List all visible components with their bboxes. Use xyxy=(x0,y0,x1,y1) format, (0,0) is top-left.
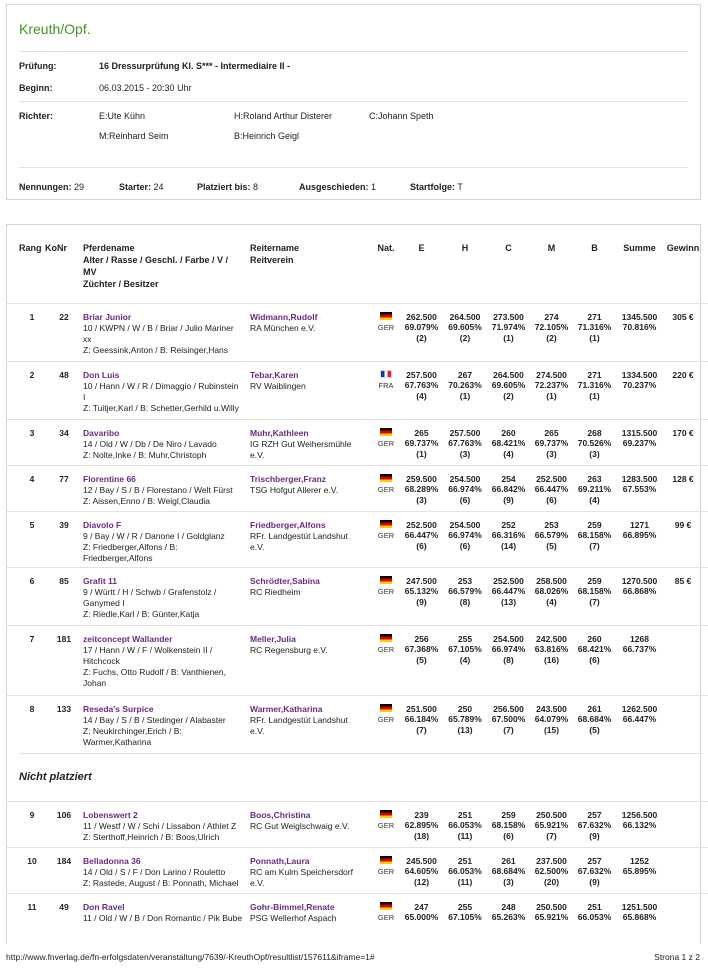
horse-details: 9 / Bay / W / R / Danone I / Goldglanz xyxy=(83,530,225,541)
table-row xyxy=(7,625,708,695)
table-row xyxy=(7,303,708,361)
horse-cell xyxy=(83,847,250,893)
col-b: B xyxy=(591,243,598,253)
score-b: 261 68.684% (5) xyxy=(573,695,616,753)
flag-icon xyxy=(380,370,392,378)
score-m: 265 69.737% (3) xyxy=(530,419,573,465)
horse-name[interactable]: Davaribo xyxy=(83,427,120,438)
total-score: 1268 66.737% xyxy=(616,625,663,695)
score-e: 259.500 68.289% (3) xyxy=(400,465,443,511)
section-not-placed: Nicht platziert xyxy=(19,753,703,801)
score-e: 247 65.000% xyxy=(400,893,443,924)
table-row xyxy=(7,847,708,893)
horse-name[interactable]: Don Luis xyxy=(83,369,120,380)
score-h: 250 65.789% (13) xyxy=(443,695,487,753)
table-row xyxy=(7,465,708,511)
score-h: 251 66.053% (11) xyxy=(443,847,487,893)
club-name-cont: e.V. xyxy=(250,449,265,460)
horse-name[interactable]: Grafit 11 xyxy=(83,575,118,586)
rider-name[interactable]: Schrödter,Sabina xyxy=(250,575,320,586)
col-nat: Nat. xyxy=(377,243,395,253)
venue-title: Kreuth/Opf. xyxy=(19,21,91,37)
club-name: PSG Wellerhof Aspach xyxy=(250,912,337,923)
score-c: 256.500 67.500% (7) xyxy=(487,695,530,753)
club-name-cont: e.V. xyxy=(250,725,265,736)
judge-m: M:Reinhard Seim xyxy=(99,131,169,141)
table-row xyxy=(7,801,708,847)
score-h: 253 66.579% (8) xyxy=(443,567,487,625)
konr: 39 xyxy=(45,511,83,567)
prize-money: 85 € xyxy=(663,567,703,625)
col-pferd: Pferdename Alter / Rasse / Geschl. / Farbe / V / MV Züchter / Besitzer xyxy=(83,243,229,289)
rider-name[interactable]: Gohr-Bimmel,Renate xyxy=(250,901,335,912)
score-c: 254.500 66.974% (8) xyxy=(487,625,530,695)
score-h: 267 70.263% (1) xyxy=(443,361,487,419)
col-h: H xyxy=(461,243,469,253)
rider-cell xyxy=(250,847,372,893)
nation-cell xyxy=(372,567,400,625)
horse-details-cont: Hitchcock xyxy=(83,655,120,666)
club-name: IG RZH Gut Weihersmühle xyxy=(250,438,352,449)
breeder-owner: Z: Geessink,Anton / B: Reisinger,Hans xyxy=(83,344,229,355)
total-score: 1315.500 69.237% xyxy=(616,419,663,465)
konr: 133 xyxy=(45,695,83,753)
rang: 1 xyxy=(19,303,45,361)
score-b: 271 71.316% (1) xyxy=(573,303,616,361)
score-b: 259 68.158% (7) xyxy=(573,567,616,625)
club-name-cont: e.V. xyxy=(250,541,265,552)
score-e: 247.500 65.132% (9) xyxy=(400,567,443,625)
nation-code: GER xyxy=(377,912,395,922)
konr: 22 xyxy=(45,303,83,361)
breeder-owner: Z: Fuchs, Otto Rudolf / B: Vanthienen, xyxy=(83,666,226,677)
score-c: 254 66.842% (9) xyxy=(487,465,530,511)
club-name: RV Waiblingen xyxy=(250,380,306,391)
richter-label: Richter: xyxy=(19,111,54,121)
nation-cell xyxy=(372,465,400,511)
score-b: 257 67.632% (9) xyxy=(573,801,616,847)
konr: 184 xyxy=(45,847,83,893)
rider-cell xyxy=(250,893,372,924)
table-row xyxy=(7,361,708,419)
horse-details: 12 / Bay / S / B / Florestano / Welt Fürst xyxy=(83,484,233,495)
nation-cell xyxy=(372,801,400,847)
score-h: 255 67.105% xyxy=(443,893,487,924)
nation-code: GER xyxy=(377,714,395,724)
horse-cell xyxy=(83,465,250,511)
rang: 3 xyxy=(19,419,45,465)
nation-code: FRA xyxy=(378,380,394,390)
horse-cell xyxy=(83,511,250,567)
horse-name[interactable]: Diavolo F xyxy=(83,519,122,530)
pruefung-label: Prüfung: xyxy=(19,61,57,71)
score-h: 251 66.053% (11) xyxy=(443,801,487,847)
total-score: 1252 65.895% xyxy=(616,847,663,893)
rider-cell xyxy=(250,303,372,361)
score-m: 274 72.105% (2) xyxy=(530,303,573,361)
rider-cell xyxy=(250,465,372,511)
rider-cell xyxy=(250,419,372,465)
flag-icon xyxy=(380,576,392,584)
club-name: RC Regensburg e.V. xyxy=(250,644,328,655)
score-e: 245.500 64.605% (12) xyxy=(400,847,443,893)
rang: 6 xyxy=(19,567,45,625)
prize-money xyxy=(663,847,703,893)
col-m: M xyxy=(547,243,556,253)
score-h: 264.500 69.605% (2) xyxy=(443,303,487,361)
horse-name[interactable]: Florentine 66 xyxy=(83,473,136,484)
horse-cell xyxy=(83,625,250,695)
rider-name[interactable]: Boos,Christina xyxy=(250,809,311,820)
stat-platziert: Platziert bis: 8 xyxy=(197,182,259,192)
divider xyxy=(19,101,688,102)
breeder-owner: Z: Friedberger,Alfons / B: xyxy=(83,541,178,552)
prize-money: 99 € xyxy=(663,511,703,567)
nation-cell xyxy=(372,893,400,924)
flag-icon xyxy=(380,474,392,482)
prize-money: 220 € xyxy=(663,361,703,419)
nation-code: GER xyxy=(377,586,395,596)
prize-money: 128 € xyxy=(663,465,703,511)
nation-code: GER xyxy=(377,322,395,332)
total-score: 1334.500 70.237% xyxy=(616,361,663,419)
flag-icon xyxy=(380,810,392,818)
judge-h: H:Roland Arthur Disterer xyxy=(234,111,333,121)
section-row xyxy=(7,753,708,801)
rider-cell xyxy=(250,801,372,847)
footer-page: Strona 1 z 2 xyxy=(654,952,700,962)
total-score: 1251.500 65.868% xyxy=(616,893,663,924)
rider-name[interactable]: Friedberger,Alfons xyxy=(250,519,326,530)
club-name: RC Riedheim xyxy=(250,586,301,597)
club-name: RC Gut Weiglschwaig e.V. xyxy=(250,820,350,831)
horse-name[interactable]: Briar Junior xyxy=(83,311,132,322)
nation-cell xyxy=(372,511,400,567)
nation-cell xyxy=(372,361,400,419)
rider-name[interactable]: Warmer,Katharina xyxy=(250,703,323,714)
score-m: 242.500 63.816% (16) xyxy=(530,625,573,695)
score-m: 252.500 66.447% (6) xyxy=(530,465,573,511)
breeder-owner: Z: Sterthoff,Heinrich / B: Boos,Ulrich xyxy=(83,831,220,842)
konr: 77 xyxy=(45,465,83,511)
rider-cell xyxy=(250,511,372,567)
pruefung-value: 16 Dressurprüfung Kl. S*** - Intermediaire II - xyxy=(99,61,291,71)
score-m: 237.500 62.500% (20) xyxy=(530,847,573,893)
club-name: RA München e.V. xyxy=(250,322,316,333)
konr: 49 xyxy=(45,893,83,924)
horse-details: 11 / Old / W / B / Don Romantic / Pik Bube xyxy=(83,912,243,923)
rider-cell xyxy=(250,695,372,753)
breeder-owner: Z: Tuitjer,Karl / B: Schetter,Gerhild u.Willy xyxy=(83,402,239,413)
rang: 10 xyxy=(19,847,45,893)
score-h: 257.500 67.763% (3) xyxy=(443,419,487,465)
col-rang: Rang xyxy=(19,243,42,253)
score-e: 265 69.737% (1) xyxy=(400,419,443,465)
stat-nennungen: Nennungen: 29 xyxy=(19,182,85,192)
horse-details: 14 / Old / S / F / Don Larino / Rouletto xyxy=(83,866,226,877)
judge-e: E:Ute Kühn xyxy=(99,111,146,121)
breeder-owner: Z: Neukirchinger,Erich / B: xyxy=(83,725,182,736)
horse-cell xyxy=(83,567,250,625)
table-row xyxy=(7,893,708,924)
divider xyxy=(19,167,688,168)
rider-name[interactable]: Meller,Julia xyxy=(250,633,296,644)
breeder-owner: Z: Riedle,Karl / B: Günter,Katja xyxy=(83,608,200,619)
breeder-owner-cont: Friedberger,Alfons xyxy=(83,552,153,563)
horse-name[interactable]: zeitconcept Wallander xyxy=(83,633,173,644)
club-name-cont: e.V. xyxy=(250,877,265,888)
nation-code: GER xyxy=(377,644,395,654)
col-gewinn: Gewinn xyxy=(666,243,700,253)
col-summe: Summe xyxy=(623,243,656,253)
horse-details: 17 / Hann / W / F / Wolkenstein II / xyxy=(83,644,213,655)
rider-name[interactable]: Tebar,Karen xyxy=(250,369,299,380)
score-m: 250.500 65.921% xyxy=(530,893,573,924)
horse-details-cont: xx xyxy=(83,333,92,344)
stat-ausgeschieden: Ausgeschieden: 1 xyxy=(299,182,377,192)
nation-code: GER xyxy=(377,530,395,540)
score-b: 251 66.053% xyxy=(573,893,616,924)
score-b: 259 68.158% (7) xyxy=(573,511,616,567)
konr: 106 xyxy=(45,801,83,847)
horse-details-cont: I xyxy=(83,391,86,402)
horse-details-cont: Ganymed I xyxy=(83,597,125,608)
horse-name[interactable]: Don Ravel xyxy=(83,901,125,912)
judge-b: B:Heinrich Geigl xyxy=(234,131,300,141)
results-panel xyxy=(6,224,701,944)
col-konr: KoNr xyxy=(45,243,67,253)
horse-cell xyxy=(83,303,250,361)
prize-money xyxy=(663,695,703,753)
horse-cell xyxy=(83,419,250,465)
score-m: 253 66.579% (5) xyxy=(530,511,573,567)
score-c: 259 68.158% (6) xyxy=(487,801,530,847)
flag-icon xyxy=(380,856,392,864)
total-score: 1262.500 66.447% xyxy=(616,695,663,753)
rang: 7 xyxy=(19,625,45,695)
beginn-value: 06.03.2015 - 20:30 Uhr xyxy=(99,83,192,93)
rang: 8 xyxy=(19,695,45,753)
score-c: 260 68.421% (4) xyxy=(487,419,530,465)
flag-icon xyxy=(380,312,392,320)
table-header xyxy=(7,225,708,303)
prize-money xyxy=(663,801,703,847)
horse-details: 10 / KWPN / W / B / Briar / Julio Mariner xyxy=(83,322,234,333)
score-h: 255 67.105% (4) xyxy=(443,625,487,695)
score-b: 257 67.632% (9) xyxy=(573,847,616,893)
club-name: TSG Hofgut Allerer e.V. xyxy=(250,484,339,495)
score-m: 274.500 72.237% (1) xyxy=(530,361,573,419)
horse-details: 9 / Württ / H / Schwb / Grafenstolz / xyxy=(83,586,217,597)
rider-cell xyxy=(250,567,372,625)
nation-code: GER xyxy=(377,866,395,876)
prize-money: 170 € xyxy=(663,419,703,465)
konr: 85 xyxy=(45,567,83,625)
judge-c: C:Johann Speth xyxy=(369,111,434,121)
score-c: 252.500 66.447% (13) xyxy=(487,567,530,625)
competition-info-panel xyxy=(6,4,701,200)
divider xyxy=(19,51,688,52)
flag-icon xyxy=(380,520,392,528)
rang: 5 xyxy=(19,511,45,567)
horse-name[interactable]: Belladonna 36 xyxy=(83,855,141,866)
breeder-owner: Z: Aissen,Enno / B: Weigl,Claudia xyxy=(83,495,210,506)
horse-cell xyxy=(83,361,250,419)
horse-details: 10 / Hann / W / R / Dimaggio / Rubinstein xyxy=(83,380,239,391)
club-name: RFr. Landgestüt Landshut xyxy=(250,714,348,725)
stat-startfolge: Startfolge: T xyxy=(410,182,463,192)
table-row xyxy=(7,567,708,625)
total-score: 1270.500 66.868% xyxy=(616,567,663,625)
beginn-label: Beginn: xyxy=(19,83,53,93)
score-b: 271 71.316% (1) xyxy=(573,361,616,419)
horse-details: 11 / Westf / W / Schi / Lissabon / Athlet Z xyxy=(83,820,237,831)
score-c: 264.500 69.605% (2) xyxy=(487,361,530,419)
nation-cell xyxy=(372,847,400,893)
nation-cell xyxy=(372,625,400,695)
score-b: 268 70.526% (3) xyxy=(573,419,616,465)
score-c: 248 65.263% xyxy=(487,893,530,924)
rang: 11 xyxy=(19,893,45,924)
konr: 181 xyxy=(45,625,83,695)
horse-cell xyxy=(83,695,250,753)
breeder-owner: Z: Rastede, August / B: Ponnath, Michael xyxy=(83,877,239,888)
club-name: RC am Kulm Speichersdorf xyxy=(250,866,353,877)
score-m: 250.500 65.921% (7) xyxy=(530,801,573,847)
score-m: 258.500 68.026% (4) xyxy=(530,567,573,625)
score-m: 243.500 64.079% (15) xyxy=(530,695,573,753)
nation-cell xyxy=(372,419,400,465)
prize-money xyxy=(663,625,703,695)
total-score: 1256.500 66.132% xyxy=(616,801,663,847)
table-row xyxy=(7,511,708,567)
rider-name[interactable]: Widmann,Rudolf xyxy=(250,311,318,322)
score-c: 273.500 71.974% (1) xyxy=(487,303,530,361)
col-e: E xyxy=(418,243,425,253)
total-score: 1345.500 70.816% xyxy=(616,303,663,361)
score-e: 252.500 66.447% (6) xyxy=(400,511,443,567)
score-h: 254.500 66.974% (6) xyxy=(443,465,487,511)
breeder-owner-cont: Warmer,Katharina xyxy=(83,736,152,747)
rang: 4 xyxy=(19,465,45,511)
nation-code: GER xyxy=(377,484,395,494)
results-table xyxy=(7,225,708,924)
horse-name[interactable]: Reseda's Surpice xyxy=(83,703,154,714)
flag-icon xyxy=(380,902,392,910)
score-h: 254.500 66.974% (6) xyxy=(443,511,487,567)
nation-code: GER xyxy=(377,438,395,448)
col-c: C xyxy=(505,243,512,253)
col-reiter: Reitername Reitverein xyxy=(250,243,300,265)
table-row xyxy=(7,695,708,753)
nation-cell xyxy=(372,695,400,753)
flag-icon xyxy=(380,704,392,712)
score-b: 263 69.211% (4) xyxy=(573,465,616,511)
prize-money xyxy=(663,893,703,924)
score-e: 257.500 67.763% (4) xyxy=(400,361,443,419)
rider-name[interactable]: Trischberger,Franz xyxy=(250,473,327,484)
horse-details: 14 / Bay / S / B / Stedinger / Alabaster xyxy=(83,714,226,725)
horse-cell xyxy=(83,801,250,847)
flag-icon xyxy=(380,634,392,642)
prize-money: 305 € xyxy=(663,303,703,361)
konr: 48 xyxy=(45,361,83,419)
footer-url[interactable]: http://www.fnverlag.de/fn-erfolgsdaten/veranstaltung/7639/-KreuthOpf/resultlist/157611&iframe=1# xyxy=(6,952,375,962)
breeder-owner: Z: Nolte,Inke / B: Muhr,Christoph xyxy=(83,449,207,460)
horse-details: 14 / Old / W / Db / De Niro / Lavado xyxy=(83,438,217,449)
nation-code: GER xyxy=(377,820,395,830)
total-score: 1271 66.895% xyxy=(616,511,663,567)
rider-name[interactable]: Ponnath,Laura xyxy=(250,855,310,866)
total-score: 1283.500 67.553% xyxy=(616,465,663,511)
flag-icon xyxy=(380,428,392,436)
konr: 34 xyxy=(45,419,83,465)
score-e: 251.500 66.184% (7) xyxy=(400,695,443,753)
score-b: 260 68.421% (6) xyxy=(573,625,616,695)
rider-name[interactable]: Muhr,Kathleen xyxy=(250,427,309,438)
club-name: RFr. Landgestüt Landshut xyxy=(250,530,348,541)
rang: 9 xyxy=(19,801,45,847)
score-e: 256 67.368% (5) xyxy=(400,625,443,695)
horse-cell xyxy=(83,893,250,924)
horse-name[interactable]: Lobenswert 2 xyxy=(83,809,138,820)
nation-cell xyxy=(372,303,400,361)
rider-cell xyxy=(250,361,372,419)
stat-starter: Starter: 24 xyxy=(119,182,164,192)
score-e: 239 62.895% (18) xyxy=(400,801,443,847)
score-e: 262.500 69.079% (2) xyxy=(400,303,443,361)
score-c: 261 68.684% (3) xyxy=(487,847,530,893)
rider-cell xyxy=(250,625,372,695)
score-c: 252 66.316% (14) xyxy=(487,511,530,567)
breeder-owner-cont: Johan xyxy=(83,677,107,688)
table-row xyxy=(7,419,708,465)
rang: 2 xyxy=(19,361,45,419)
